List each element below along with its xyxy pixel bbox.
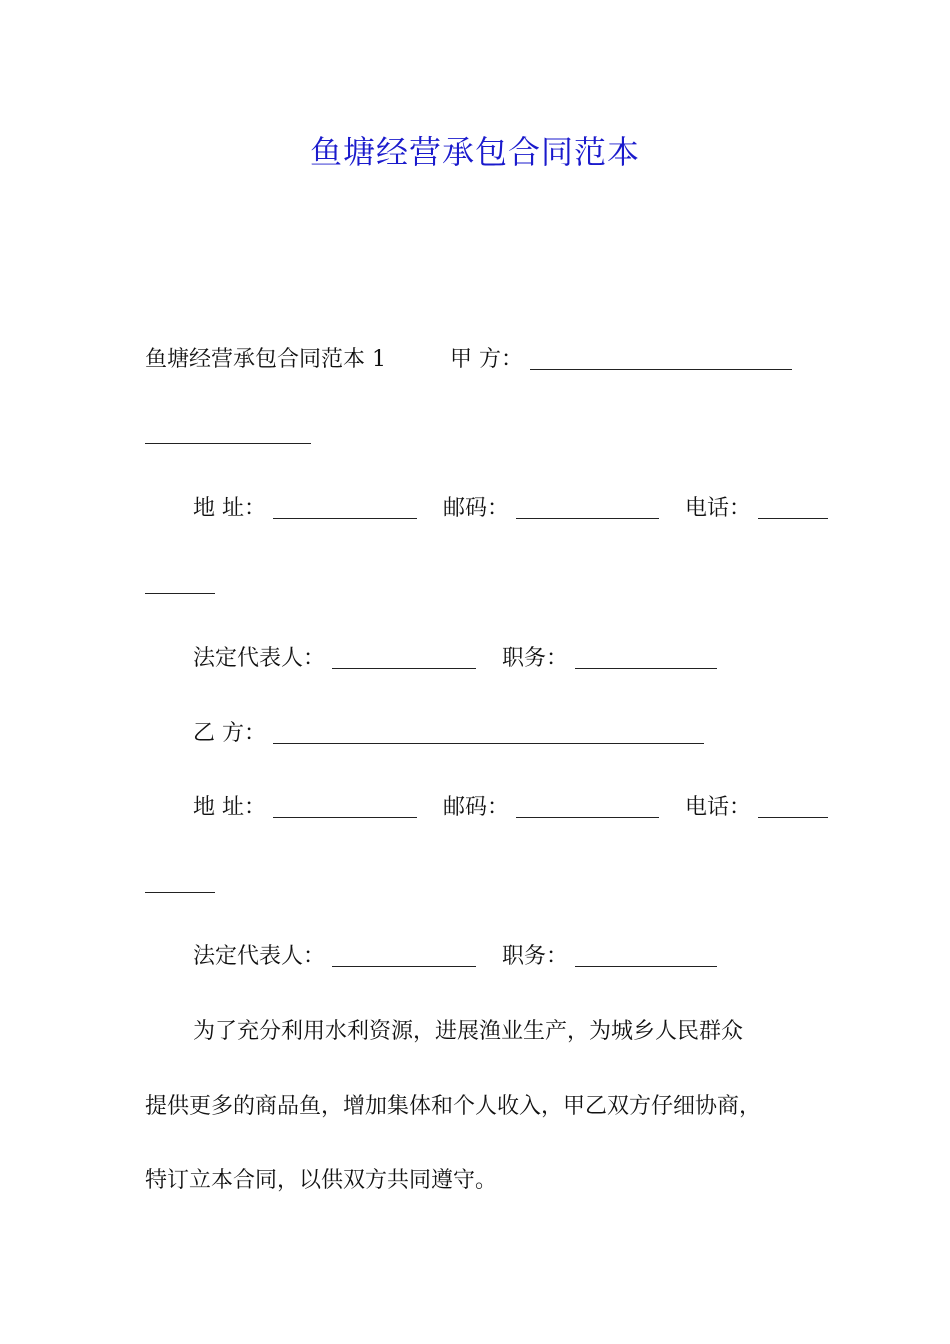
legal-rep-blank[interactable]: [332, 944, 476, 967]
party-b-label: 乙 方：: [193, 721, 266, 746]
postcode-label: 邮码：: [443, 795, 510, 820]
party-b-line: [193, 718, 704, 750]
phone-blank-2[interactable]: [145, 571, 215, 594]
party-b-address-line: [193, 792, 828, 824]
legal-rep-label: 法定代表人：: [193, 646, 326, 671]
paragraph-line-1: 为了充分利用水利资源，进展渔业生产，为城乡人民群众: [193, 1019, 744, 1044]
paragraph-line-2: 提供更多的商品鱼，增加集体和个人收入，甲乙双方仔细协商，: [145, 1094, 762, 1119]
contract-ref: 鱼塘经营承包合同范本 1: [145, 347, 386, 372]
phone-blank[interactable]: [758, 496, 828, 519]
party-b-blank[interactable]: [273, 721, 704, 744]
party-a-blank[interactable]: [530, 347, 792, 370]
party-b-rep-line: [193, 941, 717, 973]
address-blank[interactable]: [273, 496, 417, 519]
party-a-blank-2[interactable]: [145, 421, 311, 444]
party-b-phone-continued: [145, 867, 215, 899]
document-title: 鱼塘经营承包合同范本: [309, 133, 640, 171]
phone-blank-2[interactable]: [145, 870, 215, 893]
position-label: 职务：: [502, 646, 569, 671]
paragraph-line-3: 特订立本合同，以供双方共同遵守。: [145, 1168, 498, 1193]
party-a-blank-continued: [145, 418, 311, 450]
party-a-rep-line: [193, 643, 717, 675]
party-a-label: 甲 方：: [450, 347, 523, 372]
position-label: 职务：: [502, 944, 569, 969]
address-blank[interactable]: [273, 795, 417, 818]
party-a-line: [145, 344, 792, 376]
phone-label: 电话：: [685, 496, 752, 521]
postcode-blank[interactable]: [516, 496, 659, 519]
party-a-phone-continued: [145, 568, 215, 600]
address-label: 地 址：: [193, 795, 266, 820]
legal-rep-label: 法定代表人：: [193, 944, 326, 969]
phone-label: 电话：: [685, 795, 752, 820]
position-blank[interactable]: [575, 944, 717, 967]
address-label: 地 址：: [193, 496, 266, 521]
legal-rep-blank[interactable]: [332, 646, 476, 669]
position-blank[interactable]: [575, 646, 717, 669]
postcode-blank[interactable]: [516, 795, 659, 818]
postcode-label: 邮码：: [443, 496, 510, 521]
party-a-address-line: [193, 493, 828, 525]
phone-blank[interactable]: [758, 795, 828, 818]
